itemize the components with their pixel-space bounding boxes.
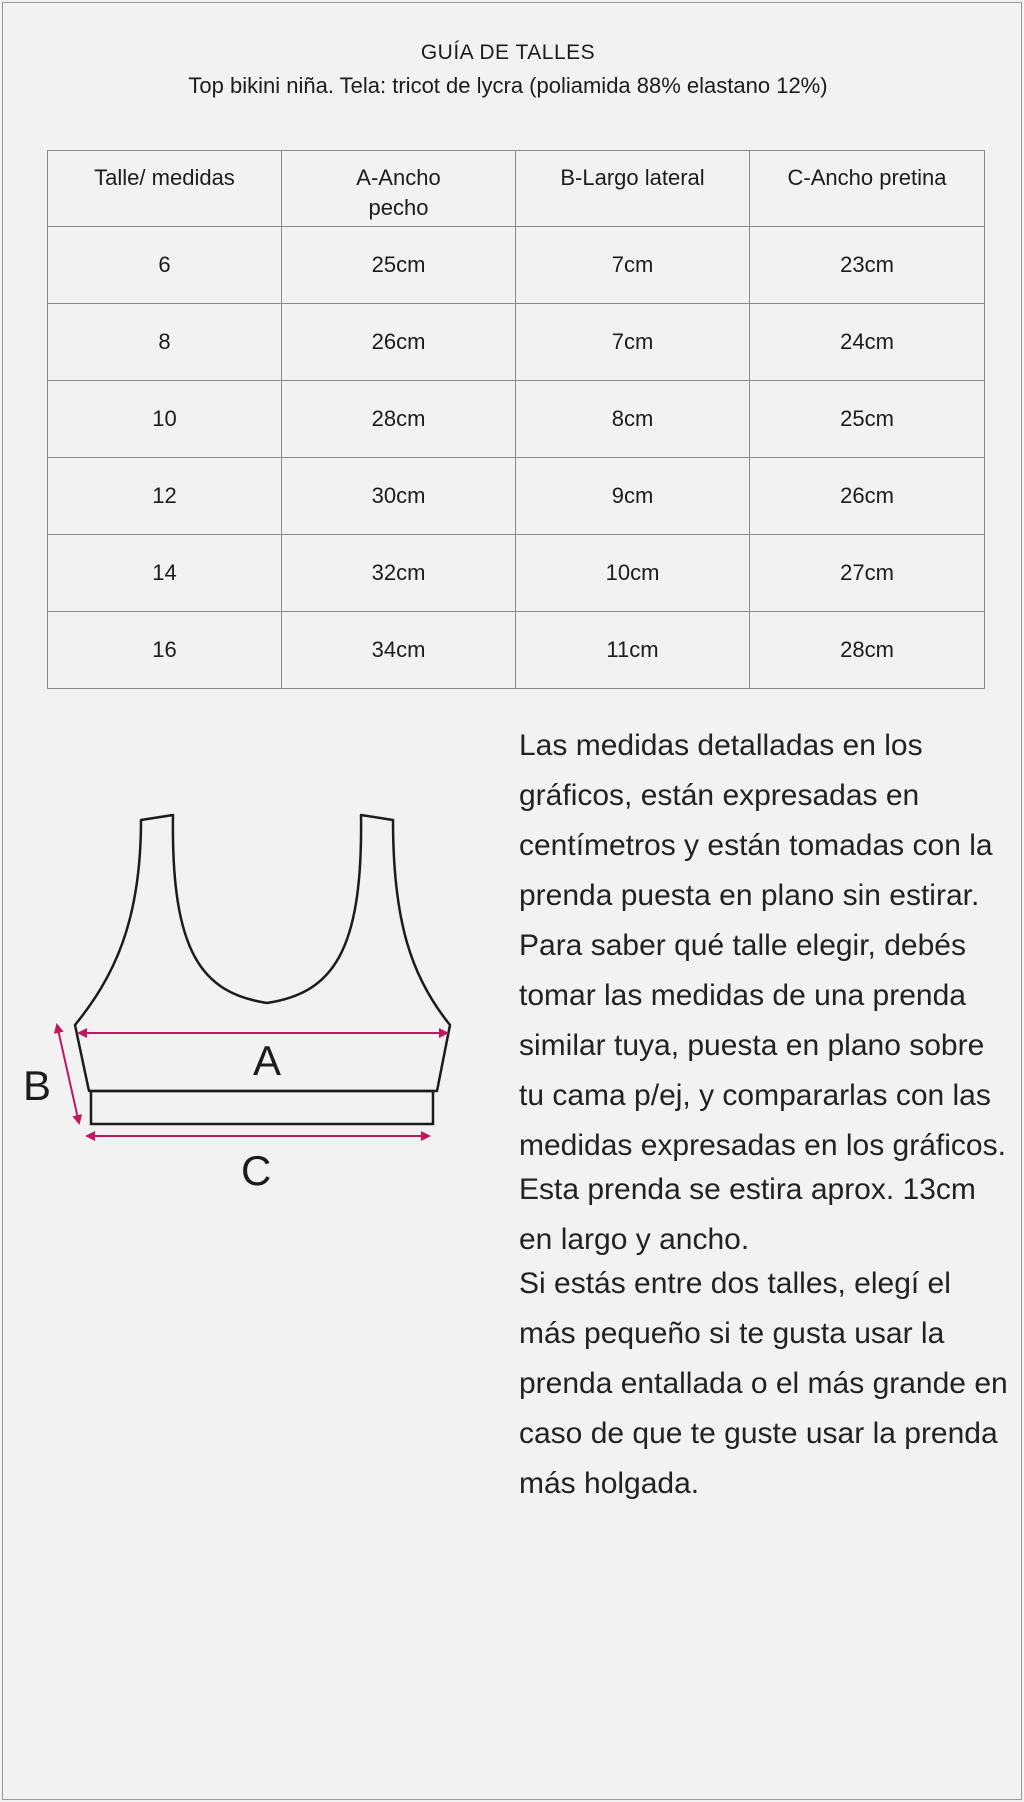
- waistband-outline: [91, 1091, 433, 1124]
- waistband-width-cell: 28cm: [750, 612, 985, 689]
- size-cell: 14: [48, 535, 282, 612]
- size-cell: 12: [48, 458, 282, 535]
- side-length-cell: 7cm: [516, 227, 750, 304]
- waistband-width-cell: 23cm: [750, 227, 985, 304]
- label-b: B: [23, 1062, 52, 1109]
- table-row: [48, 227, 985, 304]
- sizing-instructions: [519, 721, 1009, 1509]
- size-cell: 10: [48, 381, 282, 458]
- arrow-b: [57, 1025, 79, 1123]
- table-row: [48, 535, 985, 612]
- size-cell: 6: [48, 227, 282, 304]
- waistband-width-cell: 27cm: [750, 535, 985, 612]
- label-a: A: [253, 1037, 282, 1084]
- label-c: C: [241, 1147, 272, 1193]
- waistband-width-cell: 26cm: [750, 458, 985, 535]
- chest-width-cell: 28cm: [282, 381, 516, 458]
- header-side-length: B-Largo lateral: [516, 151, 750, 227]
- waistband-width-cell: 24cm: [750, 304, 985, 381]
- chest-width-cell: 32cm: [282, 535, 516, 612]
- side-length-cell: 9cm: [516, 458, 750, 535]
- size-guide-page: [2, 2, 1022, 1800]
- size-choice-note: Si estás entre dos talles, elegí el más pequeño si te gusta usar la prenda entallada o el más grande en caso de que te guste usar la prenda más holgada.: [519, 1267, 1008, 1500]
- side-length-cell: 10cm: [516, 535, 750, 612]
- side-length-cell: 11cm: [516, 612, 750, 689]
- table-row: [48, 304, 985, 381]
- size-table: [47, 150, 985, 689]
- waistband-width-cell: 25cm: [750, 381, 985, 458]
- page-subtitle: Top bikini niña. Tela: tricot de lycra (poliamida 88% elastano 12%): [188, 73, 828, 98]
- table-row: [48, 612, 985, 689]
- chest-width-cell: 30cm: [282, 458, 516, 535]
- size-cell: 8: [48, 304, 282, 381]
- header-size: Talle/ medidas: [48, 151, 282, 227]
- chest-width-cell: 25cm: [282, 227, 516, 304]
- header-waistband-width: C-Ancho pretina: [750, 151, 985, 227]
- side-length-cell: 8cm: [516, 381, 750, 458]
- page-title: GUÍA DE TALLES: [420, 41, 596, 64]
- chest-width-cell: 26cm: [282, 304, 516, 381]
- table-row: [48, 381, 985, 458]
- stretch-note: Esta prenda se estira aprox. 13cm en largo y ancho.: [519, 1173, 976, 1256]
- bikini-top-diagram: [17, 803, 467, 1193]
- header-chest-width: A-Ancho pecho: [282, 151, 516, 227]
- table-row: [48, 458, 985, 535]
- size-cell: 16: [48, 612, 282, 689]
- instructions-paragraph: Las medidas detalladas en los gráficos, están expresadas en centímetros y están tomadas con la prenda puesta en plano sin estirar. Para saber qué talle elegir, debés tomar las medidas de una prenda similar tuya, puesta en plano sobre tu cama p/ej, y compararlas con las medidas expresadas en los gráficos.: [519, 729, 1006, 1162]
- table-header-row: [48, 151, 985, 227]
- side-length-cell: 7cm: [516, 304, 750, 381]
- chest-width-cell: 34cm: [282, 612, 516, 689]
